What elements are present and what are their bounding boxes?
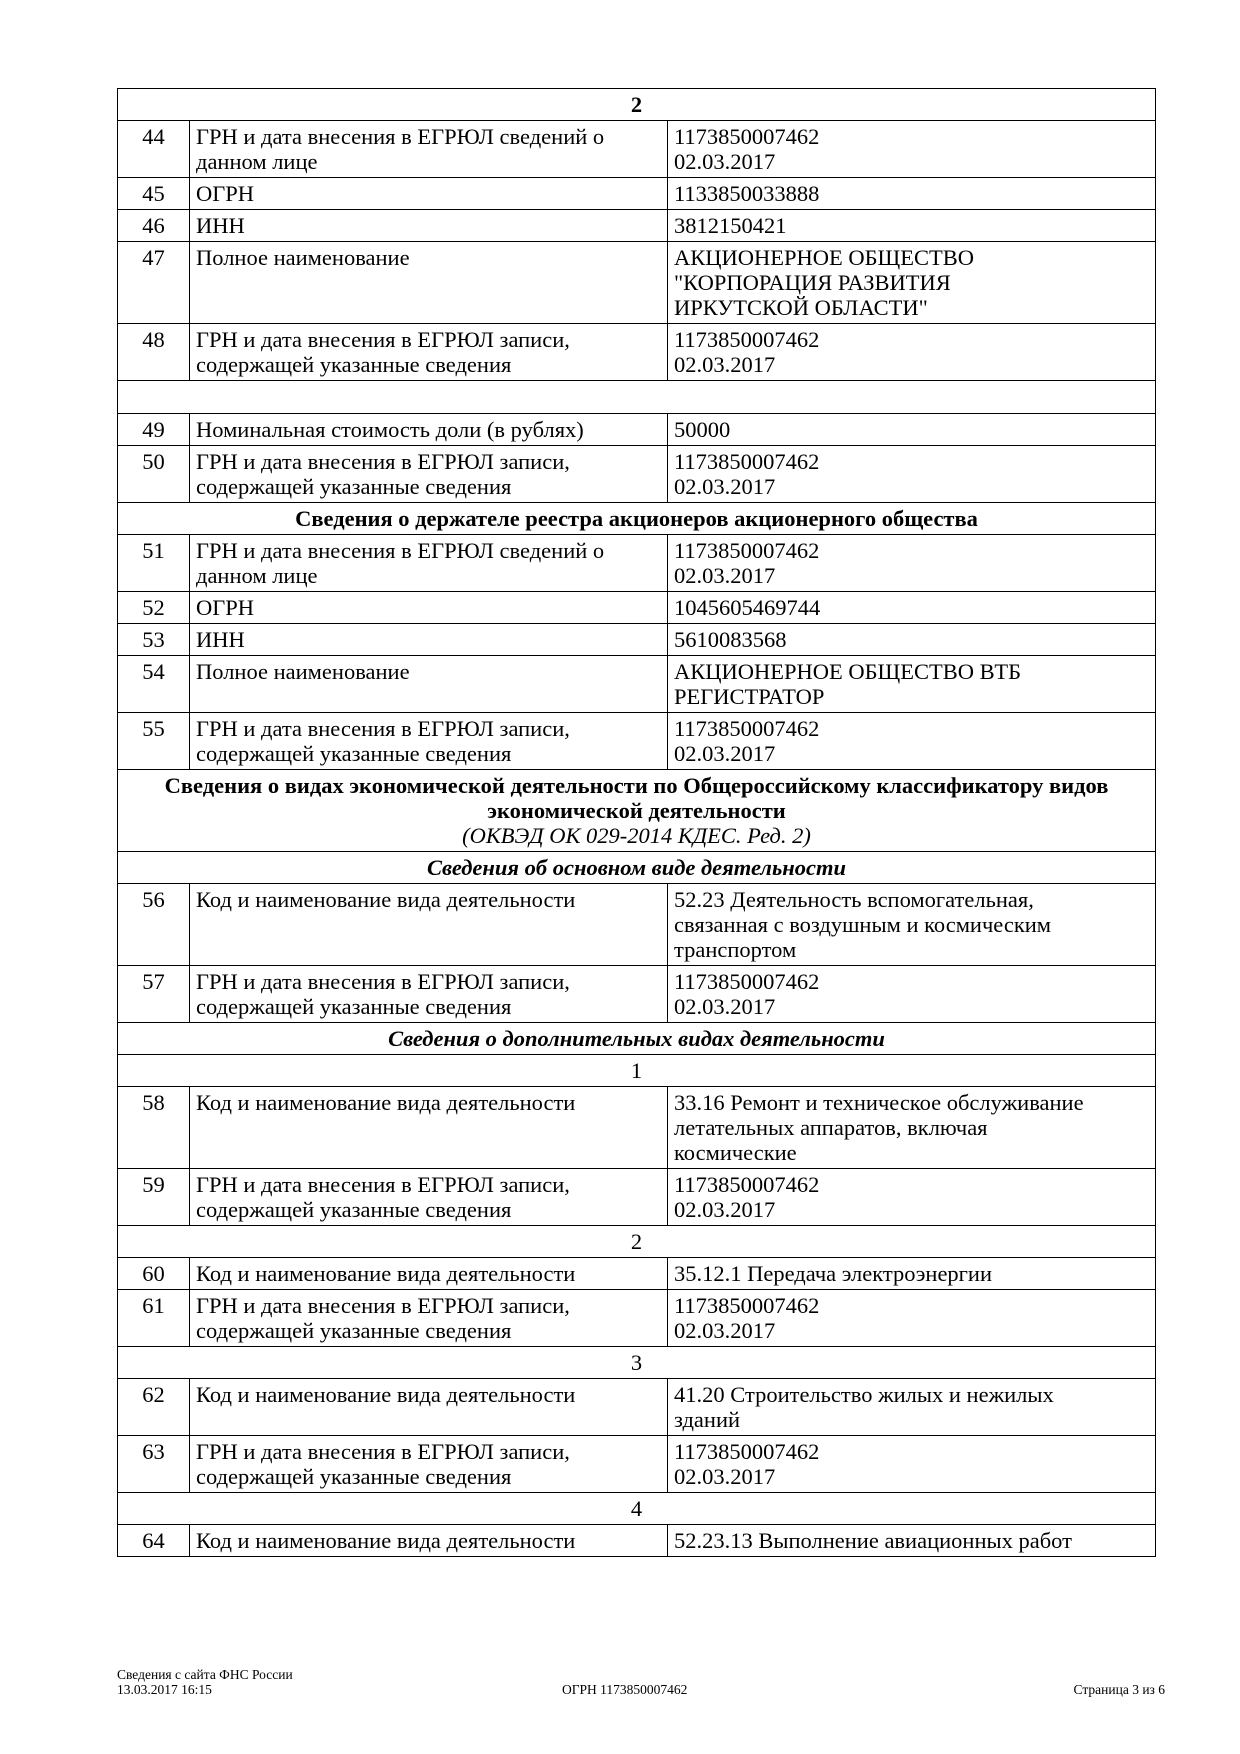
section-header: Сведения о держателе реестра акционеров акционерного общества xyxy=(118,503,1156,535)
row-value: 1173850007462 02.03.2017 xyxy=(668,535,1156,592)
footer-source-line1: Сведения с сайта ФНС России xyxy=(117,1667,293,1682)
table-row xyxy=(118,656,1156,713)
egrul-table-body xyxy=(118,89,1156,1557)
row-value: 1173850007462 02.03.2017 xyxy=(668,1290,1156,1347)
section-header-row xyxy=(118,1055,1156,1087)
row-value: АКЦИОНЕРНОЕ ОБЩЕСТВО "КОРПОРАЦИЯ РАЗВИТИЯ ИРКУТСКОЙ ОБЛАСТИ" xyxy=(668,242,1156,324)
row-number: 46 xyxy=(118,210,190,242)
section-header-row xyxy=(118,1493,1156,1525)
section-header: 3 xyxy=(118,1347,1156,1379)
row-value: АКЦИОНЕРНОЕ ОБЩЕСТВО ВТБ РЕГИСТРАТОР xyxy=(668,656,1156,713)
row-value: 35.12.1 Передача электроэнергии xyxy=(668,1258,1156,1290)
row-number: 57 xyxy=(118,966,190,1023)
table-row xyxy=(118,966,1156,1023)
table-row xyxy=(118,1525,1156,1557)
row-label: Код и наименование вида деятельности xyxy=(190,884,668,966)
table-row xyxy=(118,1087,1156,1169)
row-number: 62 xyxy=(118,1379,190,1436)
footer-ogrn: ОГРН 1173850007462 xyxy=(562,1682,688,1697)
row-number: 63 xyxy=(118,1436,190,1493)
table-row xyxy=(118,713,1156,770)
row-value: 52.23 Деятельность вспомогательная, связанная с воздушным и космическим транспортом xyxy=(668,884,1156,966)
row-value: 5610083568 xyxy=(668,624,1156,656)
row-value: 1173850007462 02.03.2017 xyxy=(668,121,1156,178)
table-row xyxy=(118,1379,1156,1436)
row-label: ГРН и дата внесения в ЕГРЮЛ сведений о данном лице xyxy=(190,121,668,178)
row-number: 54 xyxy=(118,656,190,713)
table-row xyxy=(118,210,1156,242)
row-label: ГРН и дата внесения в ЕГРЮЛ записи, содержащей указанные сведения xyxy=(190,1290,668,1347)
row-label: ГРН и дата внесения в ЕГРЮЛ записи, содержащей указанные сведения xyxy=(190,1436,668,1493)
row-label: ГРН и дата внесения в ЕГРЮЛ записи, содержащей указанные сведения xyxy=(190,446,668,503)
table-row xyxy=(118,446,1156,503)
row-number: 55 xyxy=(118,713,190,770)
table-row xyxy=(118,624,1156,656)
row-number: 58 xyxy=(118,1087,190,1169)
row-value: 1173850007462 02.03.2017 xyxy=(668,713,1156,770)
row-number: 49 xyxy=(118,414,190,446)
row-label: ИНН xyxy=(190,210,668,242)
section-header-row xyxy=(118,1347,1156,1379)
section-header-row xyxy=(118,89,1156,121)
table-row xyxy=(118,1436,1156,1493)
row-label: Код и наименование вида деятельности xyxy=(190,1379,668,1436)
row-value: 1173850007462 02.03.2017 xyxy=(668,446,1156,503)
row-number: 60 xyxy=(118,1258,190,1290)
table-row xyxy=(118,242,1156,324)
row-label: Код и наименование вида деятельности xyxy=(190,1258,668,1290)
row-label: ГРН и дата внесения в ЕГРЮЛ записи, содержащей указанные сведения xyxy=(190,966,668,1023)
table-row xyxy=(118,1290,1156,1347)
row-number: 56 xyxy=(118,884,190,966)
section-header: 2 xyxy=(118,1226,1156,1258)
footer-source xyxy=(117,1667,293,1697)
table-row xyxy=(118,1258,1156,1290)
row-value: 33.16 Ремонт и техническое обслуживание летательных аппаратов, включая космические xyxy=(668,1087,1156,1169)
row-number: 61 xyxy=(118,1290,190,1347)
section-header: 4 xyxy=(118,1493,1156,1525)
row-label: ГРН и дата внесения в ЕГРЮЛ записи, содержащей указанные сведения xyxy=(190,324,668,381)
row-label: Полное наименование xyxy=(190,656,668,713)
footer-page-number: Страница 3 из 6 xyxy=(1073,1682,1165,1697)
row-label: Номинальная стоимость доли (в рублях) xyxy=(190,414,668,446)
row-value: 3812150421 xyxy=(668,210,1156,242)
row-number: 48 xyxy=(118,324,190,381)
row-number: 47 xyxy=(118,242,190,324)
section-header-row xyxy=(118,1226,1156,1258)
row-number: 50 xyxy=(118,446,190,503)
row-number: 45 xyxy=(118,178,190,210)
row-number: 44 xyxy=(118,121,190,178)
row-label: Код и наименование вида деятельности xyxy=(190,1525,668,1557)
section-subtitle: (ОКВЭД ОК 029-2014 КДЕС. Ред. 2) xyxy=(462,823,811,848)
row-number: 64 xyxy=(118,1525,190,1557)
section-header: 2 xyxy=(118,89,1156,121)
table-row xyxy=(118,884,1156,966)
table-row xyxy=(118,414,1156,446)
egrul-table xyxy=(117,88,1156,1557)
row-label: Полное наименование xyxy=(190,242,668,324)
section-header-row xyxy=(118,852,1156,884)
row-value: 1173850007462 02.03.2017 xyxy=(668,324,1156,381)
section-title-row xyxy=(118,770,1156,852)
row-number: 51 xyxy=(118,535,190,592)
row-value: 1045605469744 xyxy=(668,592,1156,624)
row-label: Код и наименование вида деятельности xyxy=(190,1087,668,1169)
row-value: 52.23.13 Выполнение авиационных работ xyxy=(668,1525,1156,1557)
empty-row xyxy=(118,381,1156,414)
table-row xyxy=(118,178,1156,210)
row-value: 41.20 Строительство жилых и нежилых зданий xyxy=(668,1379,1156,1436)
section-header: 1 xyxy=(118,1055,1156,1087)
row-number: 52 xyxy=(118,592,190,624)
section-title: Сведения о видах экономической деятельности по Общероссийскому классификатору видов экономической деятельности xyxy=(164,773,1109,823)
section-header-row xyxy=(118,503,1156,535)
table-row xyxy=(118,535,1156,592)
row-label: ГРН и дата внесения в ЕГРЮЛ записи, содержащей указанные сведения xyxy=(190,713,668,770)
row-value: 1173850007462 02.03.2017 xyxy=(668,1436,1156,1493)
section-title-cell xyxy=(118,770,1156,852)
row-value: 1173850007462 02.03.2017 xyxy=(668,966,1156,1023)
section-header: Сведения об основном виде деятельности xyxy=(118,852,1156,884)
row-label: ГРН и дата внесения в ЕГРЮЛ записи, содержащей указанные сведения xyxy=(190,1169,668,1226)
row-label: ОГРН xyxy=(190,592,668,624)
table-row xyxy=(118,121,1156,178)
table-row xyxy=(118,1169,1156,1226)
row-value: 1173850007462 02.03.2017 xyxy=(668,1169,1156,1226)
table-row xyxy=(118,324,1156,381)
row-number: 59 xyxy=(118,1169,190,1226)
row-label: ИНН xyxy=(190,624,668,656)
row-value: 1133850033888 xyxy=(668,178,1156,210)
section-header: Сведения о дополнительных видах деятельности xyxy=(118,1023,1156,1055)
row-label: ОГРН xyxy=(190,178,668,210)
footer-source-date: 13.03.2017 16:15 xyxy=(117,1682,212,1697)
section-header-row xyxy=(118,1023,1156,1055)
empty-cell xyxy=(118,381,1156,414)
table-row xyxy=(118,592,1156,624)
row-value: 50000 xyxy=(668,414,1156,446)
row-label: ГРН и дата внесения в ЕГРЮЛ сведений о данном лице xyxy=(190,535,668,592)
row-number: 53 xyxy=(118,624,190,656)
